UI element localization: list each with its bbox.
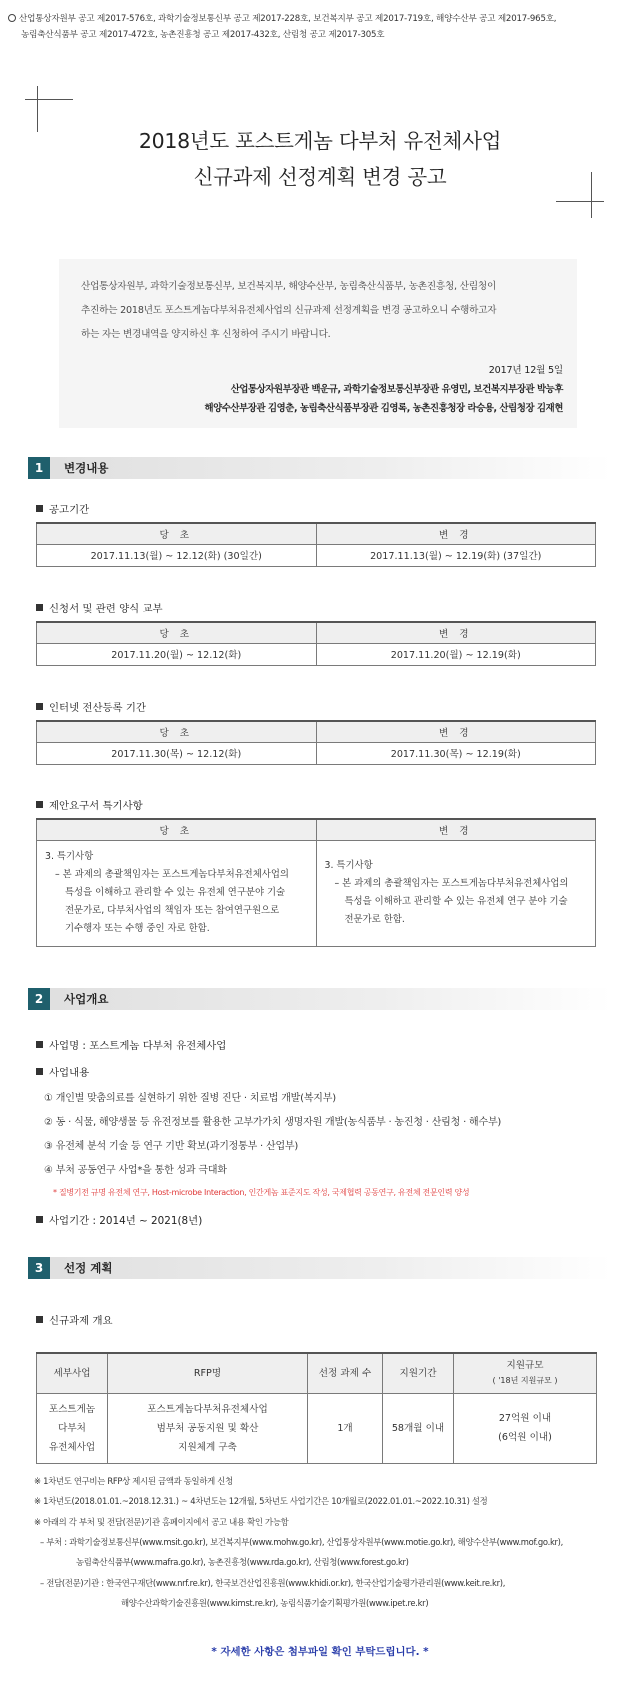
project-content-label: 사업내용 [36, 1064, 89, 1079]
joint-research-note: * 질병기전 규명 유전체 연구, Host-microbe Interaction, 인간게놈 표준지도 작성, 국제협력 공동연구, 유전체 전문인력 양성 [53, 1188, 470, 1197]
footnote: 해양수산과학기술진흥원(www.kimst.re.kr), 농림식품기술기획평가원(www.ipet.re.kr) [121, 1598, 429, 1608]
header-notice-line1: 산업통상자원부 공고 제2017-576호, 과학기술정보통신부 공고 제2017-228호, 보건복지부 공고 제2017-719호, 해양수산부 공고 제2017-965호, [8, 12, 556, 24]
value-after: 3. 특기사항 – 본 과제의 총괄책임자는 포스트게놈다부처유전체사업의 특성을 이해하고 관리할 수 있는 유전체 연구 분야 기술 전문가로 한함. [316, 840, 596, 946]
col-before: 당 초 [37, 523, 317, 544]
square-bullet-icon [36, 1068, 43, 1075]
sub-heading-period: 공고기간 [36, 501, 89, 516]
sub-heading-rfp-notes: 제안요구서 특기사항 [36, 797, 143, 812]
value-after: 2017.11.30(목) ~ 12.19(화) [316, 742, 596, 764]
square-bullet-icon [36, 703, 43, 710]
project-period: 사업기간 : 2014년 ~ 2021(8년) [36, 1212, 202, 1227]
change-table-rfp-notes [36, 818, 596, 947]
value-before: 2017.11.30(목) ~ 12.12(화) [37, 742, 317, 764]
square-bullet-icon [36, 604, 43, 611]
intro-text: 하는 자는 변경내역을 양지하신 후 신청하여 주시기 바랍니다. [81, 329, 331, 340]
footnote: ※ 아래의 각 부처 및 전담(전문)기관 홈페이지에서 공고 내용 확인 가능함 [34, 1517, 289, 1527]
sub-heading-new-project: 신규과제 개요 [36, 1312, 113, 1327]
page-title-line1: 2018년도 포스트게놈 다부처 유전체사업 [138, 129, 502, 153]
sub-heading-registration: 인터넷 전산등록 기간 [36, 699, 146, 714]
section-header-changes [28, 457, 611, 479]
col-after: 변 경 [316, 523, 596, 544]
signatories: 산업통상자원부장관 백운규, 과학기술정보통신부장관 유영민, 보건복지부장관 박능후 [230, 384, 563, 395]
section-number: 2 [28, 988, 50, 1010]
value-after: 2017.11.20(월) ~ 12.19(화) [316, 643, 596, 665]
section-title: 사업개요 [64, 992, 109, 1006]
intro-text: 추진하는 2018년도 포스트게놈다부처유전체사업의 신규과제 선정계획을 변경 공고하오니 수행하고자 [81, 305, 497, 316]
header-cell: 선정 과제 수 [308, 1353, 383, 1393]
value-after: 2017.11.13(월) ~ 12.19(화) (37일간) [316, 544, 596, 566]
new-project-table [36, 1352, 597, 1464]
footnote: – 전담(전문)기관 : 한국연구재단(www.nrf.re.kr), 한국보건산업진흥원(www.khidi.or.kr), 한국산업기술평가관리원(www.keit.re.kr), [40, 1578, 506, 1588]
section-number: 1 [28, 457, 50, 479]
list-item: ④ 부처 공동연구 사업*을 통한 성과 극대화 [44, 1165, 227, 1176]
intro-text: 산업통상자원부, 과학기술정보통신부, 보건복지부, 해양수산부, 농림축산식품부, 농촌진흥청, 산림청이 [81, 281, 497, 292]
value-before: 2017.11.20(월) ~ 12.12(화) [37, 643, 317, 665]
page-title-line2: 신규과제 선정계획 변경 공고 [193, 165, 447, 189]
intro-box [59, 259, 577, 428]
square-bullet-icon [36, 1041, 43, 1048]
col-after: 변 경 [316, 721, 596, 742]
col-before: 당 초 [37, 819, 317, 840]
cell-rfp-name: 포스트게놈다부처유전체사업 범부처 공동지원 및 확산 지원체계 구축 [108, 1393, 308, 1463]
header-notice-line2: 농림축산식품부 공고 제2017-472호, 농촌진흥청 공고 제2017-432호, 산림청 공고 제2017-305호 [21, 30, 385, 40]
cell-support-period: 58개월 이내 [383, 1393, 454, 1463]
section-title: 변경내용 [64, 461, 109, 475]
cell-support-scale: 27억원 이내 (6억원 이내) [454, 1393, 597, 1463]
header-cell: 지원기간 [383, 1353, 454, 1393]
footnote: ※ 1차년도 연구비는 RFP상 제시된 금액과 동일하게 신청 [34, 1476, 233, 1486]
cell-project-count: 1개 [308, 1393, 383, 1463]
section-header-selection-plan [28, 1257, 611, 1279]
col-after: 변 경 [316, 819, 596, 840]
col-before: 당 초 [37, 721, 317, 742]
col-before: 당 초 [37, 622, 317, 643]
change-table-registration [36, 720, 596, 765]
square-bullet-icon [36, 505, 43, 512]
notice-date: 2017년 12월 5일 [488, 365, 563, 376]
list-item: ② 동 · 식물, 해양생물 등 유전정보를 활용한 고부가가치 생명자원 개발(농식품부 · 농진청 · 산림청 · 해수부) [44, 1117, 502, 1128]
change-table-forms [36, 621, 596, 666]
header-cell: RFP명 [108, 1353, 308, 1393]
section-title: 선정 계획 [64, 1261, 113, 1275]
cell-sub-project: 포스트게놈 다부처 유전체사업 [37, 1393, 108, 1463]
footnote: ※ 1차년도(2018.01.01.~2018.12.31.) ~ 4차년도는 12개월, 5차년도 사업기간은 10개월로(2022.01.01.~2022.10.31) 설정 [34, 1496, 488, 1506]
circle-bullet-icon [8, 14, 16, 22]
decor-cross-line [25, 99, 73, 100]
attachment-notice: * 자세한 사항은 첨부파일 확인 부탁드립니다. * [211, 1646, 429, 1658]
value-before: 3. 특기사항 – 본 과제의 총괄책임자는 포스트게놈다부처유전체사업의 특성을 이해하고 관리할 수 있는 유전체 연구분야 기술 전문가로, 다부처사업의 책임자 또는 참여연구원으로 기수행자 또는 수행 중인 자로 한함. [37, 840, 317, 946]
signatories: 해양수산부장관 김영춘, 농림축산식품부장관 김영록, 농촌진흥청장 라승용, 산림청장 김재현 [204, 403, 563, 414]
project-name: 사업명 : 포스트게놈 다부처 유전체사업 [36, 1037, 226, 1052]
sub-heading-forms: 신청서 및 관련 양식 교부 [36, 600, 163, 615]
value-before: 2017.11.13(월) ~ 12.12(화) (30일간) [37, 544, 317, 566]
footnote: – 부처 : 과학기술정보통신부(www.msit.go.kr), 보건복지부(www.mohw.go.kr), 산업통상자원부(www.motie.go.kr), 해양수산부(www.mof.go.kr), [40, 1537, 563, 1547]
footnote: 농림축산식품부(www.mafra.go.kr), 농촌진흥청(www.rda.go.kr), 산림청(www.forest.go.kr) [76, 1557, 409, 1567]
list-item: ③ 유전체 분석 기술 등 연구 기반 확보(과기정통부 · 산업부) [44, 1141, 299, 1152]
list-item: ① 개인별 맞춤의료를 실현하기 위한 질병 진단 · 치료법 개발(복지부) [44, 1093, 336, 1104]
square-bullet-icon [36, 801, 43, 808]
section-number: 3 [28, 1257, 50, 1279]
square-bullet-icon [36, 1316, 43, 1323]
change-table-period [36, 522, 596, 567]
col-after: 변 경 [316, 622, 596, 643]
decor-cross-line [556, 201, 604, 202]
section-header-overview [28, 988, 611, 1010]
header-cell: 지원규모 ( '18년 지원규모 ) [454, 1353, 597, 1393]
square-bullet-icon [36, 1216, 43, 1223]
header-cell: 세부사업 [37, 1353, 108, 1393]
